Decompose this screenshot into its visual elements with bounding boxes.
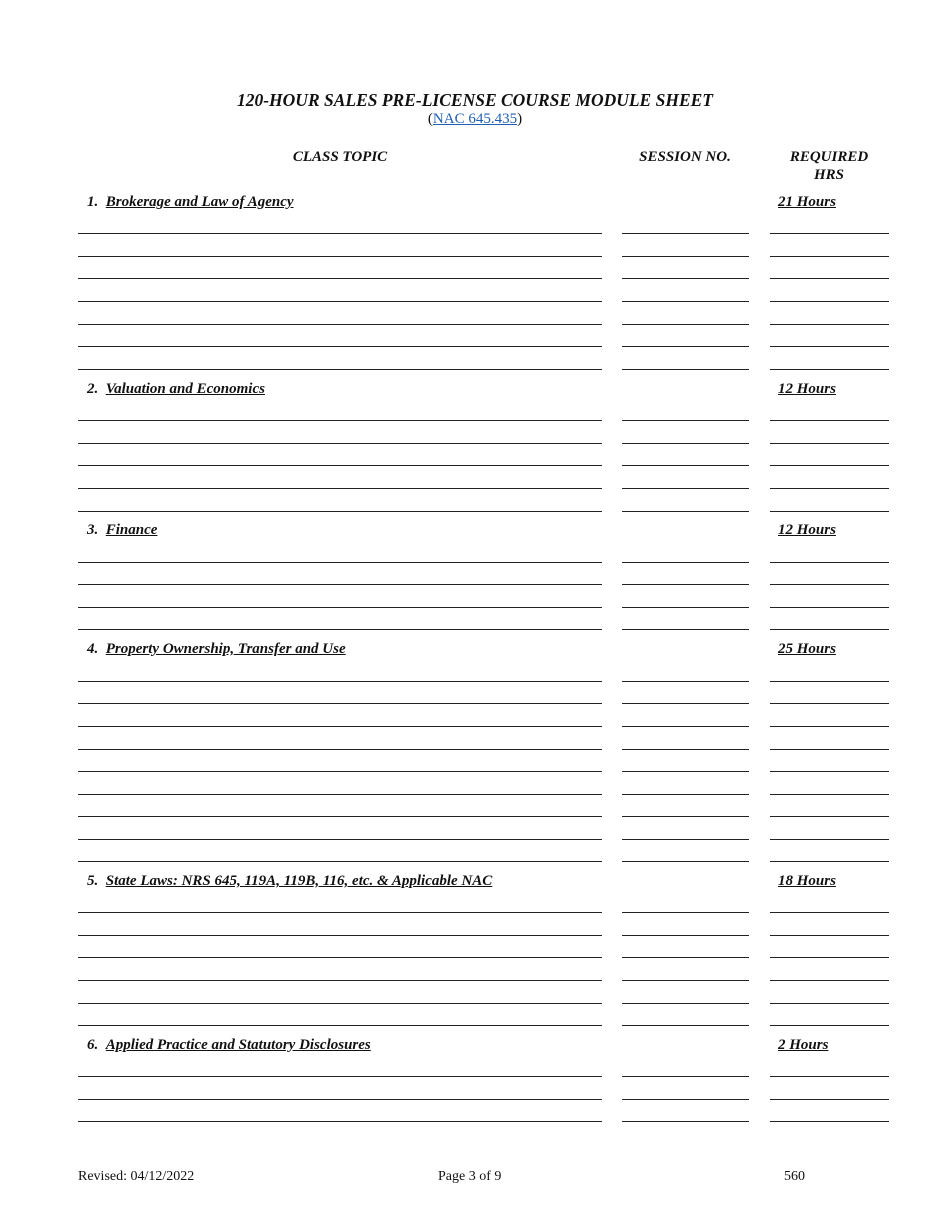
rule-line	[622, 912, 749, 913]
rule-line	[770, 629, 889, 630]
rule-line	[770, 584, 889, 585]
rule-line	[78, 465, 602, 466]
rule-line	[770, 726, 889, 727]
rule-line	[622, 629, 749, 630]
section-1-hours: 21 Hours	[778, 194, 836, 210]
rule-line	[78, 1121, 602, 1122]
rule-line	[622, 816, 749, 817]
rule-line	[622, 681, 749, 682]
rule-line	[78, 301, 602, 302]
rule-line	[770, 301, 889, 302]
rule-line	[78, 1076, 602, 1077]
rule-line	[622, 233, 749, 234]
rule-line	[78, 278, 602, 279]
section-3-hours: 12 Hours	[778, 522, 836, 538]
rule-line	[622, 346, 749, 347]
rule-line	[78, 324, 602, 325]
rule-line	[78, 957, 602, 958]
rule-line	[622, 726, 749, 727]
rule-line	[770, 1025, 889, 1026]
rule-line	[770, 346, 889, 347]
rule-line	[622, 861, 749, 862]
rule-line	[770, 369, 889, 370]
footer-form-code: 560	[784, 1169, 805, 1184]
rule-line	[78, 771, 602, 772]
rule-line	[78, 839, 602, 840]
rule-line	[770, 749, 889, 750]
rule-line	[78, 346, 602, 347]
rule-line	[770, 839, 889, 840]
rule-line	[770, 233, 889, 234]
nac-link[interactable]: NAC 645.435	[432, 111, 518, 127]
rule-line	[622, 794, 749, 795]
rule-line	[622, 1121, 749, 1122]
rule-line	[78, 703, 602, 704]
rule-line	[622, 1025, 749, 1026]
rule-line	[78, 912, 602, 913]
rule-line	[78, 935, 602, 936]
rule-line	[78, 584, 602, 585]
rule-line	[622, 584, 749, 585]
rule-line	[770, 488, 889, 489]
rule-line	[622, 607, 749, 608]
rule-line	[78, 256, 602, 257]
section-6-hours: 2 Hours	[778, 1037, 829, 1053]
rule-line	[770, 562, 889, 563]
rule-line	[622, 420, 749, 421]
rule-line	[770, 511, 889, 512]
footer-page-number: Page 3 of 9	[438, 1169, 502, 1184]
rule-line	[622, 256, 749, 257]
rule-line	[78, 816, 602, 817]
rule-line	[78, 443, 602, 444]
rule-line	[622, 369, 749, 370]
rule-line	[622, 1003, 749, 1004]
section-4-heading: 4. Property Ownership, Transfer and Use	[87, 641, 346, 657]
rule-line	[622, 957, 749, 958]
rule-line	[78, 233, 602, 234]
rule-line	[770, 465, 889, 466]
section-1-heading: 1. Brokerage and Law of Agency	[87, 194, 294, 210]
rule-line	[78, 1003, 602, 1004]
rule-line	[622, 465, 749, 466]
rule-line	[770, 443, 889, 444]
rule-line	[770, 278, 889, 279]
rule-line	[770, 703, 889, 704]
rule-line	[770, 1003, 889, 1004]
rule-line	[622, 324, 749, 325]
rule-line	[622, 443, 749, 444]
rule-line	[622, 749, 749, 750]
rule-line	[78, 562, 602, 563]
rule-line	[770, 980, 889, 981]
page-title: 120-HOUR SALES PRE-LICENSE COURSE MODULE SHEET	[236, 90, 713, 110]
rule-line	[770, 1099, 889, 1100]
rule-line	[770, 324, 889, 325]
section-6-heading: 6. Applied Practice and Statutory Disclosures	[87, 1037, 371, 1053]
rule-line	[770, 771, 889, 772]
section-5-hours: 18 Hours	[778, 873, 836, 889]
rule-line	[622, 935, 749, 936]
rule-line	[78, 488, 602, 489]
rule-line	[622, 980, 749, 981]
rule-line	[78, 369, 602, 370]
rule-line	[770, 681, 889, 682]
rule-line	[622, 511, 749, 512]
section-2-heading: 2. Valuation and Economics	[87, 381, 265, 397]
rule-line	[622, 1076, 749, 1077]
section-4-hours: 25 Hours	[778, 641, 836, 657]
rule-line	[78, 749, 602, 750]
rule-line	[770, 420, 889, 421]
column-header-class-topic: CLASS TOPIC	[292, 149, 388, 165]
rule-line	[622, 771, 749, 772]
rule-line	[78, 420, 602, 421]
rule-line	[78, 794, 602, 795]
column-header-required-hrs: REQUIRED HRS	[789, 149, 869, 183]
rule-line	[78, 861, 602, 862]
rule-line	[622, 839, 749, 840]
rule-line	[78, 607, 602, 608]
rule-line	[770, 912, 889, 913]
rule-line	[78, 726, 602, 727]
rule-line	[770, 1076, 889, 1077]
rule-line	[622, 703, 749, 704]
section-2-hours: 12 Hours	[778, 381, 836, 397]
rule-line	[622, 488, 749, 489]
rule-line	[78, 629, 602, 630]
nac-reference: (NAC 645.435)	[427, 111, 523, 127]
rule-line	[78, 1099, 602, 1100]
footer-revised-date: Revised: 04/12/2022	[78, 1169, 195, 1184]
rule-line	[622, 1099, 749, 1100]
section-5-heading: 5. State Laws: NRS 645, 119A, 119B, 116, etc. & Applicable NAC	[87, 873, 493, 889]
rule-line	[770, 861, 889, 862]
rule-line	[770, 256, 889, 257]
rule-line	[78, 980, 602, 981]
rule-line	[770, 1121, 889, 1122]
rule-line	[770, 607, 889, 608]
rule-line	[78, 681, 602, 682]
rule-line	[622, 301, 749, 302]
rule-line	[78, 1025, 602, 1026]
rule-line	[770, 816, 889, 817]
rule-line	[622, 562, 749, 563]
rule-line	[622, 278, 749, 279]
section-3-heading: 3. Finance	[87, 522, 158, 538]
rule-line	[78, 511, 602, 512]
rule-line	[770, 935, 889, 936]
rule-line	[770, 794, 889, 795]
rule-line	[770, 957, 889, 958]
column-header-session-no: SESSION NO.	[639, 149, 731, 165]
